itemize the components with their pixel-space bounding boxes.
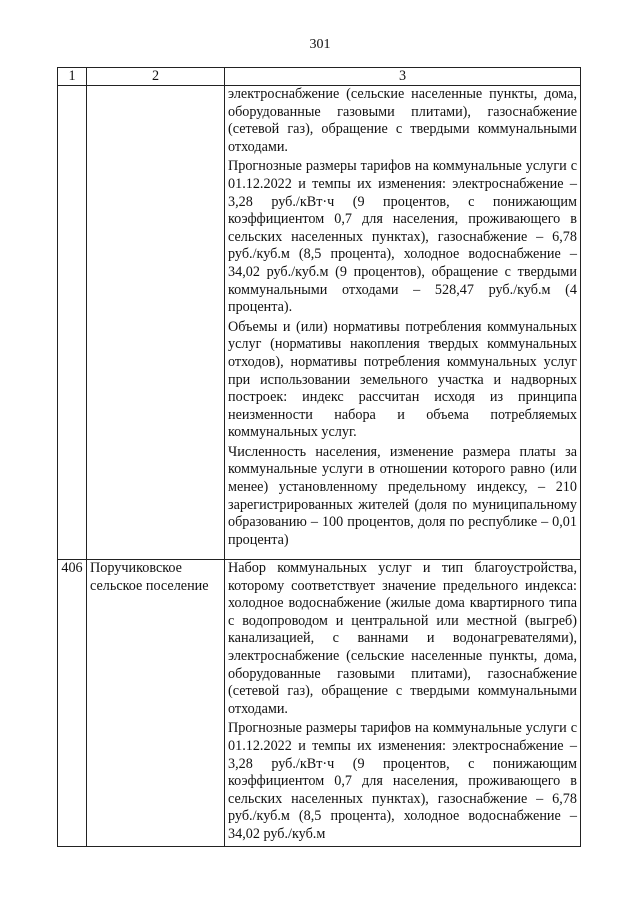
header-col-3: 3 — [225, 68, 581, 86]
description-paragraph: Объемы и (или) нормативы потребления коммунальных услуг (нормативы накопления твердых коммунальных отходов), нормативы потребления коммунальных услуг при использовании земельного участка и надворных построек: индекс рассчитан исходя из принципа неизменности набора и объема потребляемых коммунальных услуг. — [228, 318, 577, 441]
description-paragraph: Прогнозные размеры тарифов на коммунальные услуги с 01.12.2022 и темпы их изменения: электроснабжение – 3,28 руб./кВт·ч (9 процентов, с понижающим коэффициентом 0,7 для населения, проживающего в сельских населенных пунктах), газоснабжение – 6,78 руб./куб.м (8,5 процента), холодное водоснабжение – 34,02 руб./куб.м — [228, 720, 577, 842]
description-paragraph: электроснабжение (сельские населенные пункты, дома, оборудованные газовыми плитами), газоснабжение (сетевой газ), обращение с твердыми коммунальными отходами. — [228, 86, 577, 155]
table-header-row — [58, 68, 581, 86]
description-paragraph: Набор коммунальных услуг и тип благоустройства, которому соответствует значение предельного индекса: холодное водоснабжение (жилые дома квартирного типа с водопроводом и центральной или местной (выгреб) канализацией, с ваннами и водонагревателями), электроснабжение (сельские населенные пункты, дома, оборудованные газовыми плитами), газоснабжение (сетевой газ), обращение с твердыми коммунальными отходами. — [228, 560, 577, 717]
header-col-1: 1 — [58, 68, 87, 86]
row-number: 406 — [58, 560, 87, 847]
table-row — [58, 86, 581, 560]
tariff-description — [225, 86, 581, 560]
tariff-description — [225, 560, 581, 847]
municipality-name: Поручиковское сельское поселение — [87, 560, 225, 847]
table-row — [58, 560, 581, 847]
description-paragraph: Прогнозные размеры тарифов на коммунальные услуги с 01.12.2022 и темпы их изменения: электроснабжение – 3,28 руб./кВт·ч (9 процентов, с понижающим коэффициентом 0,7 для населения, проживающего в сельских населенных пунктах), газоснабжение – 6,78 руб./куб.м (8,5 процента), холодное водоснабжение – 34,02 руб./куб.м (9 процентов), обращение с твердыми коммунальными отходами – 528,47 руб./куб.м (4 процента). — [228, 158, 577, 316]
header-col-2: 2 — [87, 68, 225, 86]
municipality-name — [87, 86, 225, 560]
description-paragraph: Численность населения, изменение размера платы за коммунальные услуги в отношении которого равно (или менее) установленному предельному индексу, – 210 зарегистрированных жителей (доля по муниципальному образованию – 100 процентов, доля по республике – 0,01 процента) — [228, 443, 577, 548]
page-number: 301 — [309, 37, 331, 52]
tariff-table — [57, 67, 581, 847]
row-number — [58, 86, 87, 560]
